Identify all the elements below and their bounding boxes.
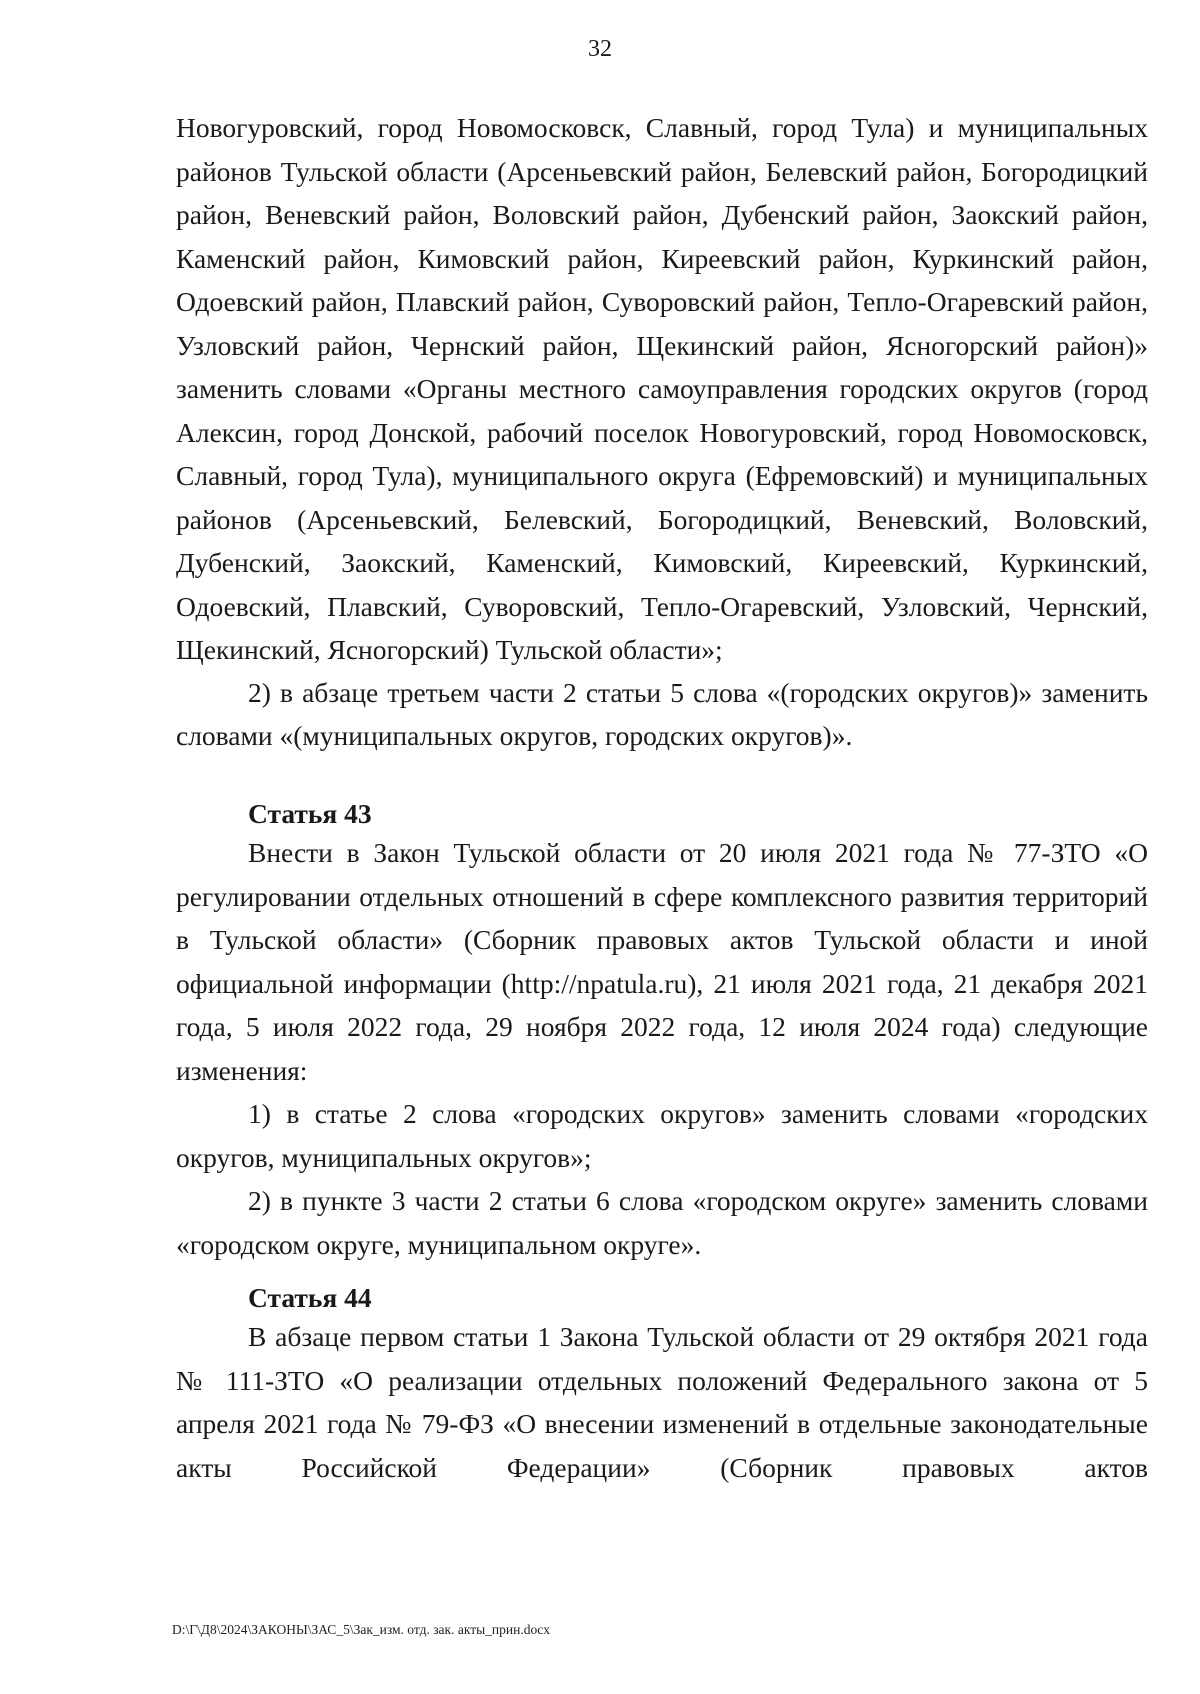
- section-continuation: [176, 106, 1148, 758]
- article-44-body: [176, 1315, 1148, 1489]
- article-43-body: [176, 831, 1148, 1266]
- article-43-item-1: 1) в статье 2 слова «городских округов» заменить словами «городских округов, муниципальных округов»;: [176, 1098, 1148, 1173]
- article-43-intro: Внести в Закон Тульской области от 20 июля 2021 года № 77-ЗТО «О регулировании отдельных отношений в сфере комплексного развития территорий в Тульской области» (Сборник правовых актов Тульской области и иной официальной информации (http://npatula.ru), 21 июля 2021 года, 21 декабря 2021 года, 5 июля 2022 года, 29 ноября 2022 года, 12 июля 2024 года) следующие изменения:: [176, 837, 1148, 1086]
- article-44-title: Статья 44: [248, 1282, 372, 1313]
- file-path-footer: D:\Г\Д8\2024\ЗАКОНЫ\ЗАС_5\Зак_изм. отд. зак. акты_прин.docx: [172, 1622, 550, 1637]
- article-43-item-2: 2) в пункте 3 части 2 статьи 6 слова «городском округе» заменить словами «городском округе, муниципальном округе».: [176, 1185, 1148, 1260]
- article-44-intro: В абзаце первом статьи 1 Закона Тульской области от 29 октября 2021 года № 111-ЗТО «О реализации отдельных положений Федерального закона от 5 апреля 2021 года № 79-ФЗ «О внесении изменений в отдельные законодательные акты Российской Федерации» (Сборник правовых актов: [176, 1321, 1148, 1483]
- paragraph-continued-list: Новогуровский, город Новомосковск, Славный, город Тула) и муниципальных районов Тульской области (Арсеньевский район, Белевский район, Богородицкий район, Веневский район, Воловский район, Дубенский район, Заокский район, Каменский район, Кимовский район, Киреевский район, Куркинский район, Одоевский район, Плавский район, Суворовский район, Тепло-Огаревский район, Узловский район, Чернский район, Щекинский район, Ясногорский район)» заменить словами «Органы местного самоуправления городских округов (город Алексин, город Донской, рабочий поселок Новогуровский, город Новомосковск, Славный, город Тула), муниципального округа (Ефремовский) и муниципальных районов (Арсеньевский, Белевский, Богородицкий, Веневский, Воловский, Дубенский, Заокский, Каменский, Кимовский, Киреевский, Куркинский, Одоевский, Плавский, Суворовский, Тепло-Огаревский, Узловский, Чернский, Щекинский, Ясногорский) Тульской области»;: [176, 112, 1148, 665]
- article-43-title: Статья 43: [248, 798, 372, 829]
- page-number: 32: [588, 36, 612, 62]
- paragraph-item-2: 2) в абзаце третьем части 2 статьи 5 слова «(городских округов)» заменить словами «(муниципальных округов, городских округов)».: [176, 676, 1148, 751]
